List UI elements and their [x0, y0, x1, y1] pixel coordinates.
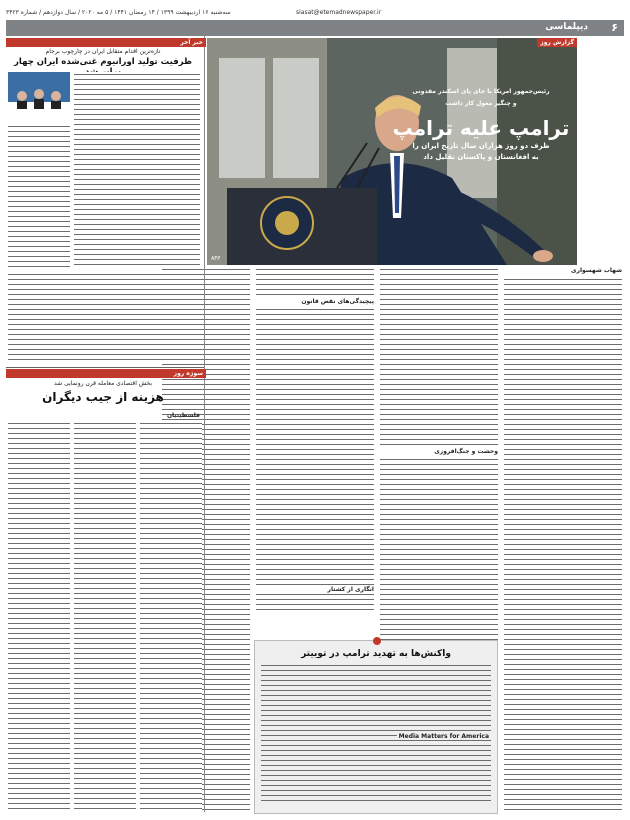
main-kicker-2: و چنگیز مغول کار داشت	[445, 100, 517, 107]
column-divider	[204, 36, 205, 812]
main-kicker-1: رئیس‌جمهور امریکا با جای پای اسکندر مقدونی	[412, 88, 550, 95]
page-number: ۶	[611, 21, 618, 34]
main-sidehead-3: انگاری از کشتار	[256, 585, 374, 594]
main-sidehead-2: وحشت و جنگ‌افروزی	[380, 447, 498, 456]
left-headline: ظرفیت تولید اورانیوم غنی‌شده ایران چهار	[14, 57, 192, 67]
date-line: سه‌شنبه ۱۶ اردیبهشت ۱۳۹۹ / ۱۴ رمضان ۱۴۴۱ / ۵ مه ۲۰۲۰ / سال دوازدهم / شماره ۳۴۲۳	[6, 9, 231, 16]
masthead	[6, 6, 624, 20]
middle-body-col-2	[74, 421, 136, 812]
main-body-col-1	[504, 277, 622, 812]
left-story-photo	[8, 72, 70, 120]
twitter-reaction-box	[254, 640, 498, 814]
middle-subhead: فلسطینیان	[166, 412, 200, 419]
website-link[interactable]: siasat@etemadnewspaper.ir	[296, 9, 382, 16]
section-divider	[6, 367, 204, 368]
main-body-col-3	[256, 267, 374, 612]
middle-headline: هزینه از جیب دیگران	[42, 390, 164, 404]
main-photo	[207, 38, 577, 265]
main-subhead-2: به افغانستان و پاکستان تقلیل داد	[423, 153, 539, 161]
middle-story-tag: سوژه روز	[6, 369, 206, 378]
bottom-headline: واکنش‌ها به تهدید ترامپ در توییتر	[301, 649, 451, 659]
middle-body-col-3	[140, 421, 202, 812]
left-kicker: تازه‌ترین اقدام متقابل ایران در چارچوب برجام	[45, 48, 161, 55]
left-body-col-1	[74, 72, 200, 267]
left-body-col-3	[8, 272, 202, 364]
main-subhead-1: ظرف دو روز هزاران سال تاریخ ایران را	[412, 142, 550, 150]
trump-photo-illustration	[207, 38, 577, 265]
bottom-quote: Media Matters for America	[398, 733, 489, 740]
section-title: دیپلماسی	[545, 22, 588, 32]
section-band	[6, 20, 624, 36]
meeting-photo-illustration	[8, 72, 70, 120]
left-body-col-2	[8, 124, 70, 267]
middle-body-col-1	[8, 421, 70, 812]
box-marker-icon	[373, 637, 381, 645]
main-headline: ترامپ علیه ترامپ	[392, 116, 570, 140]
main-story-tag: گزارش روز	[537, 38, 577, 47]
main-sidehead-1: پیچیدگی‌های نقض قانون	[256, 297, 374, 306]
middle-kicker: بخش اقتصادی معامله قرن رونمایی شد	[53, 380, 153, 387]
main-byline: شهاب شهسواری	[571, 267, 622, 274]
photo-credit: AFP	[211, 256, 221, 262]
left-story-tag: خبر آخر	[6, 38, 206, 47]
